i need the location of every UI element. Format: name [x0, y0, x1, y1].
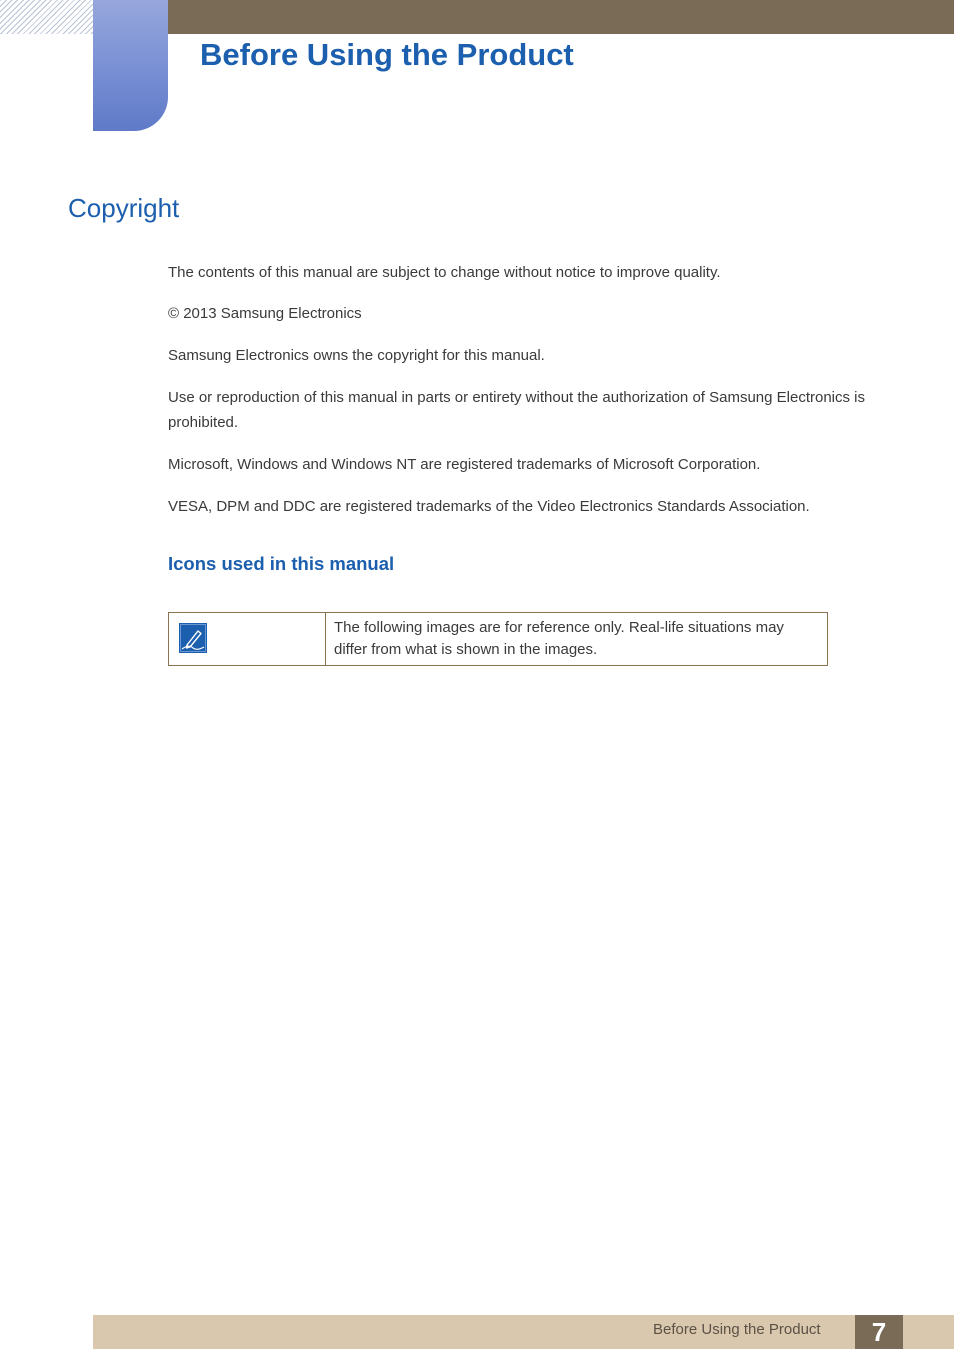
- subsection-title-icons: Icons used in this manual: [168, 553, 395, 574]
- icons-table: [168, 612, 828, 666]
- footer-bar: [93, 1315, 954, 1349]
- note-pen-icon: [179, 623, 207, 653]
- icon-description: The following images are for reference only. Real-life situations may differ from what is shown in the images.: [334, 619, 784, 658]
- footer-chapter-label: Before Using the Product: [653, 1321, 821, 1338]
- chapter-title: Before Using the Product: [200, 37, 574, 72]
- header-bar: [168, 0, 954, 34]
- paragraph-microsoft-trademarks: Microsoft, Windows and Windows NT are registered trademarks of Microsoft Corporation.: [168, 456, 761, 473]
- paragraph-vesa-trademarks: VESA, DPM and DDC are registered trademarks of the Video Electronics Standards Association.: [168, 498, 810, 515]
- chapter-tab: [93, 0, 168, 131]
- paragraph-copyright-year: © 2013 Samsung Electronics: [168, 305, 362, 322]
- paragraph-ownership: Samsung Electronics owns the copyright for this manual.: [168, 347, 545, 364]
- section-title-copyright: Copyright: [68, 193, 180, 223]
- paragraph-change-notice: The contents of this manual are subject to change without notice to improve quality.: [168, 264, 721, 281]
- paragraph-reproduction: Use or reproduction of this manual in parts or entirety without the authorization of Samsung Electronics is prohibited.: [168, 389, 866, 431]
- header-hatch-pattern: [0, 0, 93, 34]
- page-number: 7: [855, 1315, 903, 1349]
- icon-cell: [169, 613, 326, 665]
